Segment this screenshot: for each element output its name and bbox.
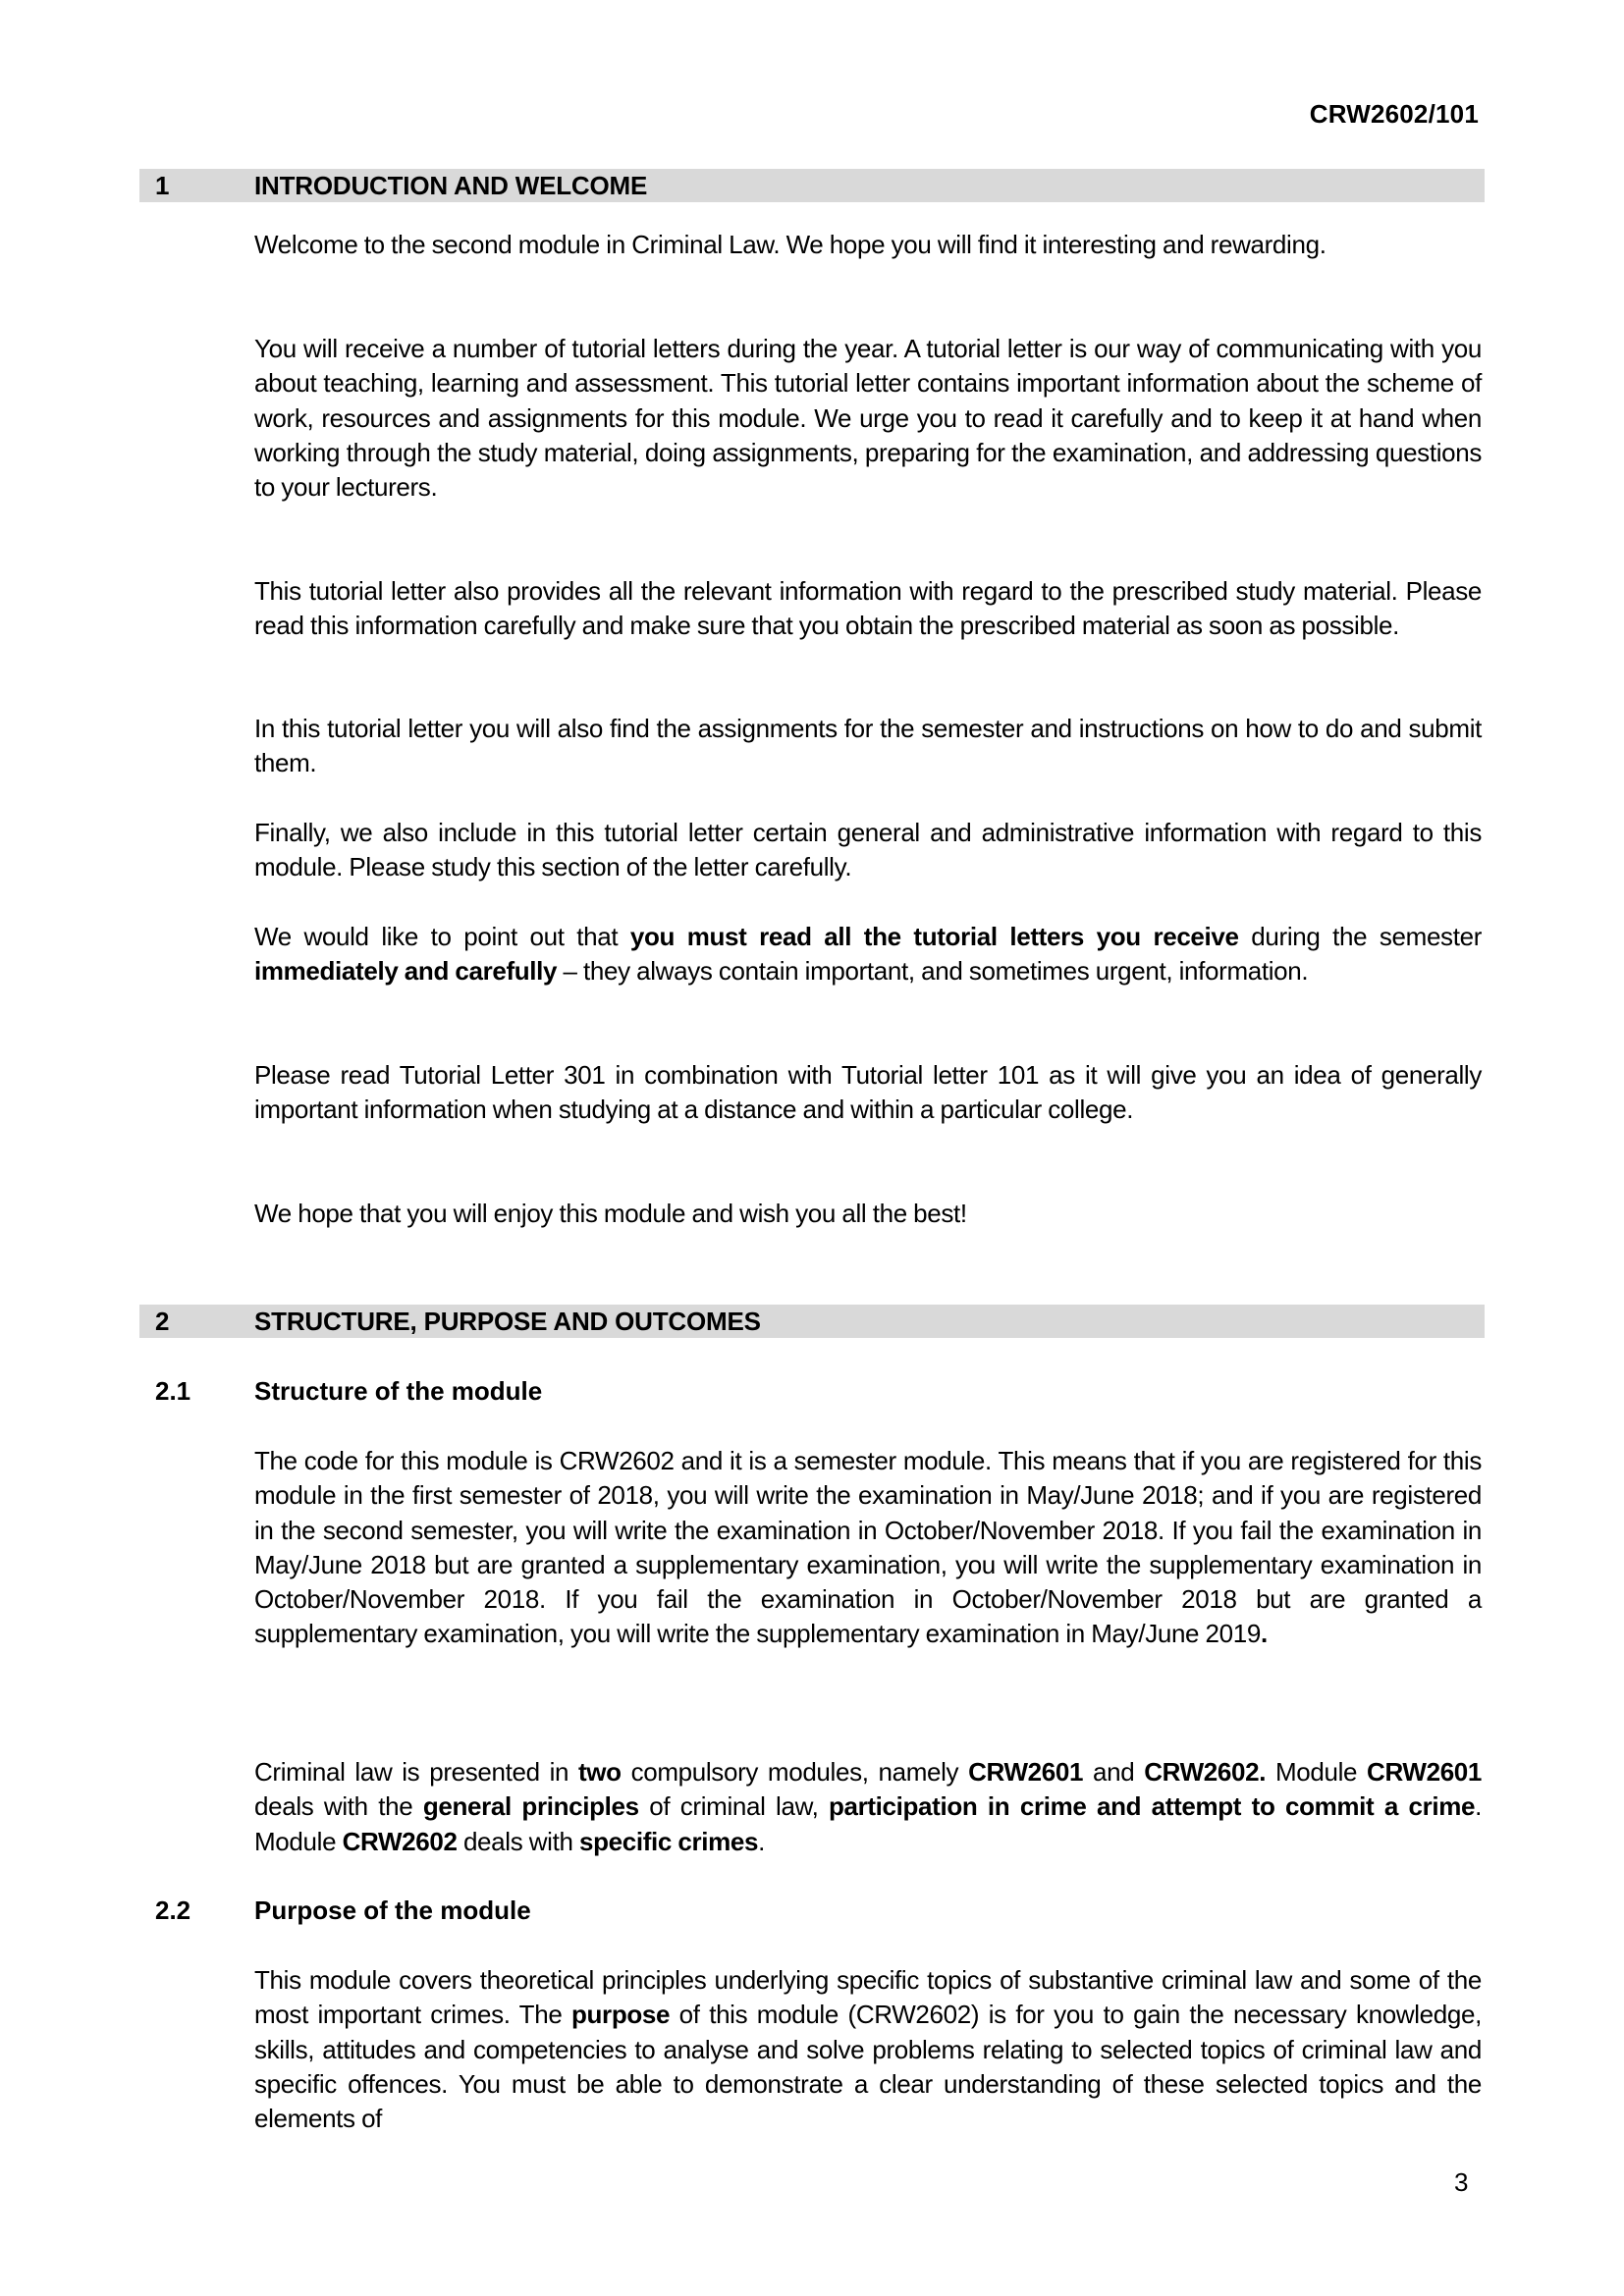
emphasis-text: purpose [570,2000,671,2030]
section-heading-1 [139,169,1485,202]
subsection-title: Purpose of the module [254,1896,531,1925]
emphasis-text: CRW2602. [1144,1757,1267,1787]
emphasis-text: two [578,1757,622,1787]
body-text: This module covers theoretical principles underlying specific topics of substantive criminal law and some of the most important crimes. The [254,1965,1482,2030]
body-text: compulsory modules, namely [621,1757,969,1787]
section-title: INTRODUCTION AND WELCOME [254,171,648,200]
subsection-number: 2.1 [155,1376,191,1406]
paragraph [254,712,1482,781]
emphasis-text: CRW2601 [1367,1757,1483,1787]
section-number: 1 [155,171,170,200]
body-text: You will receive a number of tutorial letters during the year. A tutorial letter is our way of communicating with you about teaching, learning and assessment. This tutorial letter contains important information about the scheme of work, resources and assignments for this module. We urge you to read it carefully and to keep it at hand when working through the study material, doing assignments, preparing for the examination, and addressing questions to your lecturers. [254,334,1482,503]
emphasis-text: general principles [422,1791,639,1822]
paragraph [254,574,1482,644]
paragraph [254,1197,1482,1231]
subsection-number: 2.2 [155,1896,191,1925]
body-text: deals with the [254,1791,423,1822]
body-text: Module [1266,1757,1368,1787]
page-number: 3 [1454,2167,1469,2197]
emphasis-text: you must read all the tutorial letters you receive [629,922,1239,951]
section-heading-2 [139,1305,1485,1338]
body-text: of this module (CRW2602) is for you to gain the necessary knowledge, skills, attitudes and competencies to analyse and solve problems relating to selected topics of criminal law and specific offences. You must be able to demonstrate a clear understanding of these selected topics and the elements of [254,2000,1482,2134]
document-code: CRW2602/101 [1309,99,1479,129]
subsection-title: Structure of the module [254,1376,543,1406]
emphasis-text: specific crimes [578,1826,759,1856]
section-number: 2 [155,1307,170,1336]
body-text: Finally, we also include in this tutorial letter certain general and administrative information with regard to this module. Please study this section of the letter carefully. [254,818,1482,882]
body-text: This tutorial letter also provides all the relevant information with regard to the prescribed study material. Please read this information carefully and make sure that you obtain the prescribed material as soon as possible. [254,576,1482,641]
paragraph [254,1755,1482,1859]
paragraph [254,1058,1482,1128]
body-text: deals with [457,1826,579,1856]
emphasis-text: CRW2602 [342,1826,458,1856]
body-text: during the semester [1238,922,1482,951]
body-text: . [758,1826,765,1856]
body-text: Please read Tutorial Letter 301 in combination with Tutorial letter 101 as it will give you an idea of generally important information when studying at a distance and within a particular college. [254,1060,1482,1125]
body-text: We hope that you will enjoy this module and wish you all the best! [254,1199,967,1228]
paragraph [254,816,1482,885]
body-text: Criminal law is presented in [254,1757,578,1787]
emphasis-text: . [1260,1619,1268,1649]
paragraph [254,1963,1482,2136]
body-text: of criminal law, [638,1791,829,1822]
body-text: . Module [254,1791,1482,1856]
body-text: – they always contain important, and sometimes urgent, information. [557,956,1309,987]
body-text: and [1083,1757,1145,1787]
paragraph [254,920,1482,989]
body-text: Welcome to the second module in Criminal Law. We hope you will find it interesting and rewarding. [254,230,1326,259]
paragraph [254,1444,1482,1652]
paragraph [254,228,1482,262]
section-title: STRUCTURE, PURPOSE AND OUTCOMES [254,1307,761,1336]
body-text: In this tutorial letter you will also find the assignments for the semester and instructions on how to do and submit them. [254,714,1482,778]
emphasis-text: CRW2601 [968,1757,1084,1787]
emphasis-text: immediately and carefully [254,956,558,987]
paragraph [254,332,1482,505]
body-text: We would like to point out that [254,922,630,951]
emphasis-text: participation in crime and attempt to commit a crime [828,1791,1476,1822]
body-text: The code for this module is CRW2602 and it is a semester module. This means that if you are registered for this module in the first semester of 2018, you will write the examination in May/June 2018; and if you are registered in the second semester, you will write the examination in October/November 2018. If you fail the examination in May/June 2018 but are granted a supplementary examination, you will write the supplementary examination in October/November 2018. If you fail the examination in October/November 2018 but are granted a supplementary examination, you will write the supplementary examination in May/June 2019 [254,1446,1482,1649]
